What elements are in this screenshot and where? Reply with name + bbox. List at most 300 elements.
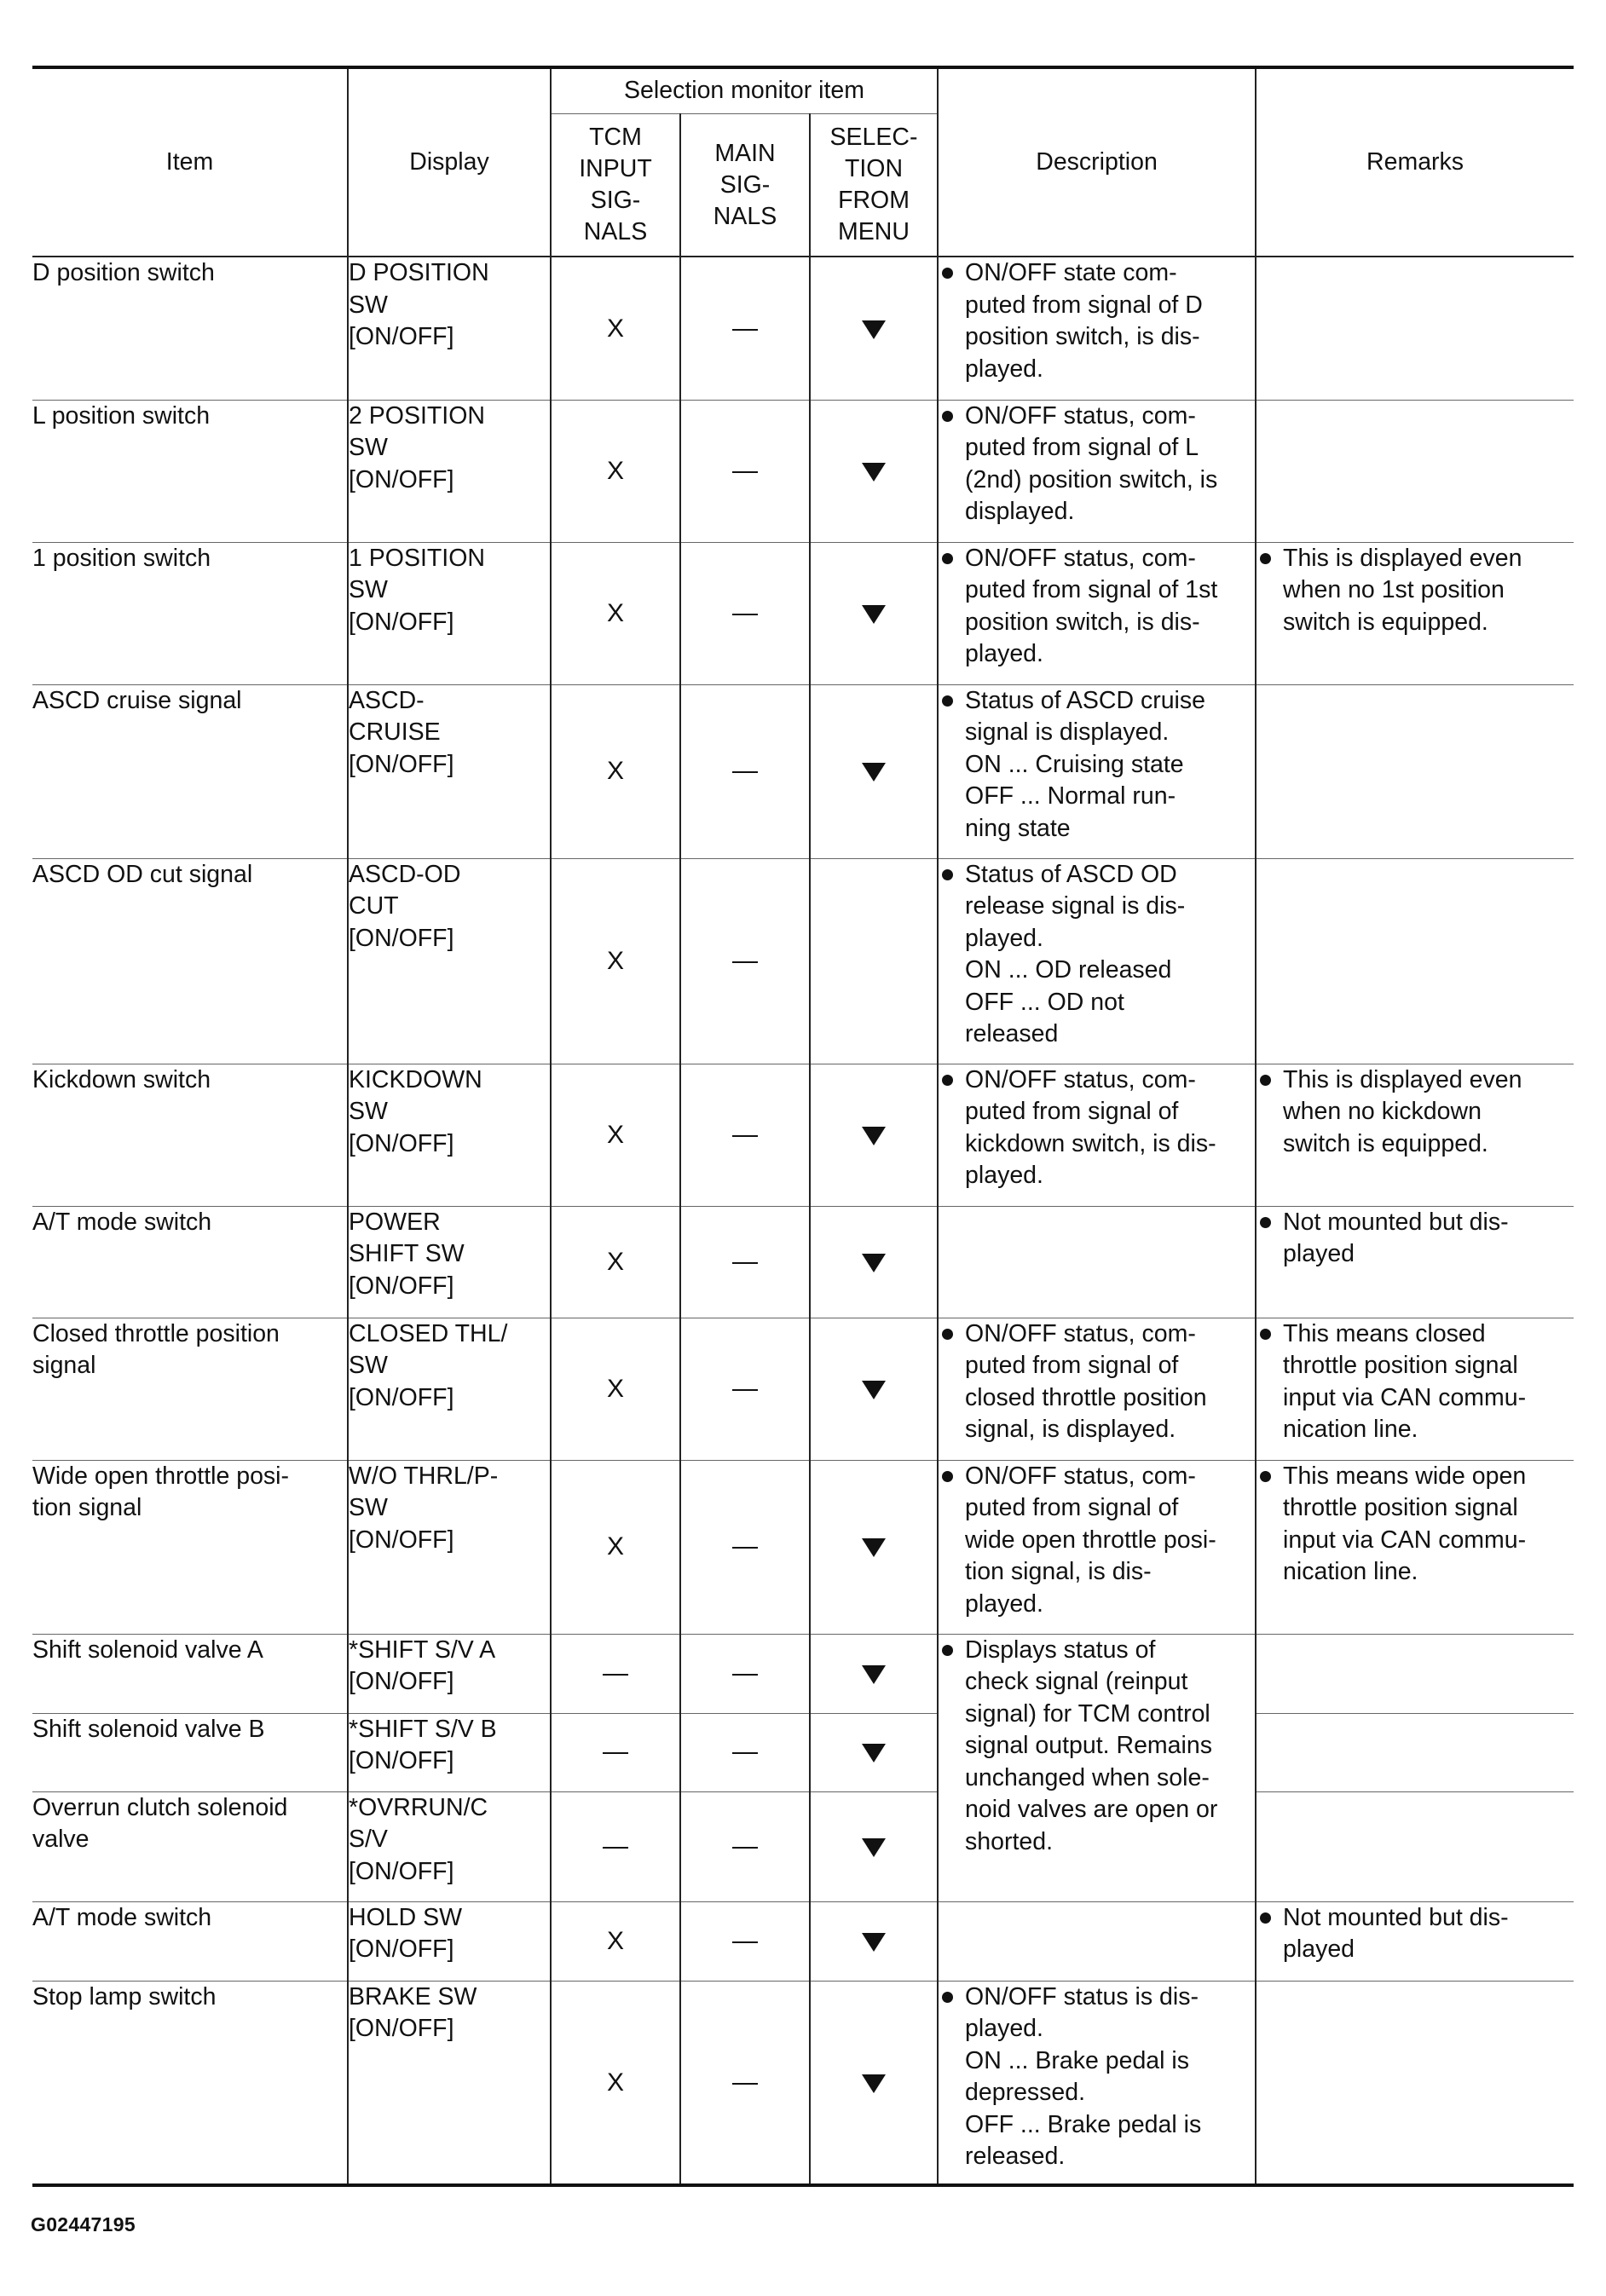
display-line: [ON/OFF] [349,750,454,778]
display-cell [348,1634,551,1713]
display-line: *SHIFT S/V B [349,1715,497,1743]
remarks-bullet [1256,1902,1574,1966]
dash-icon [732,1135,758,1137]
dash-icon [732,471,758,473]
description-cell [938,1318,1256,1460]
item-cell [32,257,348,400]
remarks-bullet-line: throttle position signal [1283,1494,1518,1521]
item-line: Stop lamp switch [32,1982,217,2010]
description-bullet [939,401,1255,528]
table-row [32,1206,1574,1318]
description-bullet-status-line: ON ... Brake pedal is [965,2046,1189,2074]
description-bullet-line: puted from signal of L [965,434,1199,461]
x-mark: X [606,314,624,343]
main-signal-cell [680,1791,810,1901]
main-signal-cell [680,1064,810,1206]
dash-icon [603,1674,628,1676]
description-bullet-line: Status of ASCD OD [965,860,1177,888]
triangle-down-icon [862,1933,886,1952]
display-line: CRUISE [349,718,441,746]
description-cell [938,542,1256,684]
tcm-input-cell [551,1064,680,1206]
x-mark: X [606,456,624,485]
description-bullet [939,859,1255,1051]
dash-icon [732,1674,758,1676]
remarks-bullet-line: input via CAN commu- [1283,1526,1527,1554]
dash-icon [732,1847,758,1849]
header-main-signals-line: NALS [713,202,777,230]
triangle-down-icon [862,1254,886,1272]
selection-menu-cell [810,858,938,1064]
description-cell [938,1981,1256,2185]
remarks-bullet-line: Not mounted but dis- [1283,1208,1509,1236]
display-line: SW [349,434,388,461]
remarks-bullet-line: switch is equipped. [1283,1129,1488,1157]
remarks-bullet-line: nication line. [1283,1416,1418,1443]
header-selection-monitor-item: Selection monitor item [551,67,938,114]
description-bullet [939,257,1255,385]
tcm-input-cell [551,858,680,1064]
selection-menu-cell [810,257,938,400]
display-line: SW [349,291,388,319]
x-mark: X [606,1374,624,1403]
item-line: Kickdown switch [32,1065,211,1093]
display-cell [348,257,551,400]
header-remarks: Remarks [1256,67,1574,257]
table-row [32,684,1574,858]
description-bullet-line: signal) for TCM control [965,1699,1210,1728]
display-cell [348,1981,551,2185]
item-line: Closed throttle position [32,1319,280,1347]
description-bullet-line: puted from signal of [965,1098,1179,1125]
item-cell [32,542,348,684]
remarks-bullet [1256,1064,1574,1161]
description-bullet-line: (2nd) position switch, is [965,465,1218,493]
remarks-bullet [1256,1318,1574,1446]
table-row [32,400,1574,542]
selection-menu-cell [810,1460,938,1634]
triangle-down-icon [862,463,886,482]
display-line: KICKDOWN [349,1065,482,1093]
display-line: [ON/OFF] [349,1129,454,1157]
remarks-cell [1256,1206,1574,1318]
description-bullet [939,1318,1255,1446]
item-cell [32,684,348,858]
display-line: SW [349,1494,388,1521]
item-line: ASCD cruise signal [32,686,242,714]
main-signal-cell [680,684,810,858]
description-bullet-line: Status of ASCD cruise [965,686,1205,714]
description-bullet-status-line: OFF ... Brake pedal is [965,2110,1202,2138]
tcm-input-cell [551,684,680,858]
description-bullet-line: position switch, is dis- [965,323,1200,350]
remarks-bullet-line: This is displayed even [1283,544,1522,572]
remarks-cell [1256,1901,1574,1981]
table-row [32,1318,1574,1460]
header-selection-from-menu-line: SELEC- [829,124,918,151]
x-mark: X [606,598,624,627]
display-cell [348,1206,551,1318]
triangle-down-icon [862,320,886,339]
description-bullet-status-line: ON ... Cruising state [965,750,1184,778]
remarks-bullet-line: played [1283,1935,1355,1963]
display-line: [ON/OFF] [349,1383,454,1411]
table-row [32,257,1574,400]
description-bullet-line: ON/OFF status, com- [965,1319,1196,1347]
x-mark: X [606,1926,624,1955]
item-line: signal [32,1352,96,1379]
x-mark: X [606,1247,624,1276]
description-bullet [939,1635,1255,1859]
item-cell [32,1460,348,1634]
tcm-input-cell [551,1791,680,1901]
table-row [32,1064,1574,1206]
triangle-down-icon [862,1665,886,1684]
remarks-bullet-line: when no 1st position [1283,576,1505,603]
triangle-down-icon [862,1127,886,1145]
figure-id: G02447195 [31,2213,136,2235]
selection-menu-cell [810,1791,938,1901]
main-signal-cell [680,1713,810,1791]
description-bullet-status-line: released. [965,2143,1066,2170]
display-line: SW [349,1352,388,1379]
x-mark: X [606,946,624,975]
description-bullet-line: puted from signal of [965,1494,1179,1521]
description-bullet-line: displayed. [965,498,1075,525]
description-bullet-status-line: OFF ... Normal run- [965,782,1176,810]
display-line: HOLD SW [349,1903,463,1931]
display-cell [348,1791,551,1901]
header-main-signals-line: SIG- [719,170,771,199]
display-line: [ON/OFF] [349,1668,454,1695]
description-bullet-line: release signal is dis- [965,892,1186,920]
description-bullet-status-line: ON ... OD released [965,956,1172,984]
display-line: D POSITION [349,259,489,286]
description-bullet-line: ON/OFF status, com- [965,1462,1196,1490]
item-cell [32,1206,348,1318]
description-bullet-line: Displays status of [965,1635,1156,1664]
dash-icon [732,1262,758,1264]
remarks-cell [1256,1981,1574,2185]
table-row [32,1713,1574,1791]
display-line: W/O THRL/P- [349,1462,499,1490]
item-cell [32,400,348,542]
description-bullet [939,685,1255,845]
selection-menu-cell [810,1318,938,1460]
item-cell [32,1064,348,1206]
display-line: [ON/OFF] [349,323,454,350]
triangle-down-icon [862,605,886,624]
display-line: CLOSED THL/ [349,1319,508,1347]
main-signal-cell [680,1318,810,1460]
display-line: [ON/OFF] [349,1272,454,1300]
triangle-down-icon [862,1838,886,1857]
header-main-signals-line: MAIN [714,139,776,167]
description-bullet-line: puted from signal of D [965,291,1203,319]
table-row [32,1901,1574,1981]
remarks-cell [1256,684,1574,858]
tcm-input-cell [551,1713,680,1791]
selection-menu-cell [810,1634,938,1713]
remarks-bullet-line: played [1283,1240,1355,1267]
item-cell [32,1901,348,1981]
dash-icon [732,1752,758,1754]
description-bullet [939,543,1255,671]
header-tcm-input-signals-line: SIG- [590,187,641,214]
display-line: ASCD-OD [349,860,461,888]
selection-menu-cell [810,1981,938,2185]
dash-icon [732,1547,758,1549]
description-cell [938,257,1256,400]
description-bullet-line: check signal (reinput [965,1668,1188,1695]
description-bullet-line: puted from signal of [965,1352,1179,1379]
main-signal-cell [680,1901,810,1981]
description-bullet-line: played. [965,924,1043,952]
item-cell [32,1318,348,1460]
tcm-input-cell [551,1206,680,1318]
remarks-cell [1256,257,1574,400]
dash-icon [603,1752,628,1754]
display-cell [348,1318,551,1460]
x-mark: X [606,1120,624,1149]
main-signal-cell [680,542,810,684]
item-line: A/T mode switch [32,1903,212,1931]
description-bullet-line: ON/OFF state com- [965,259,1177,286]
dash-icon [732,1941,758,1943]
tcm-input-cell [551,400,680,542]
display-line: [ON/OFF] [349,1526,454,1554]
description-bullet-line: wide open throttle posi- [965,1526,1216,1554]
display-cell [348,858,551,1064]
x-mark: X [606,2068,624,2097]
table-row [32,542,1574,684]
item-line: 1 position switch [32,544,211,572]
item-line: Shift solenoid valve B [32,1715,265,1743]
display-line: SHIFT SW [349,1240,465,1267]
triangle-down-icon [862,1381,886,1399]
display-line: [ON/OFF] [349,924,454,952]
dash-icon [732,961,758,963]
main-signal-cell [680,1460,810,1634]
remarks-bullet-line: switch is equipped. [1283,608,1488,636]
description-bullet-line: signal output. Remains [965,1732,1212,1759]
description-bullet-line: unchanged when sole- [965,1763,1210,1791]
remarks-cell [1256,400,1574,542]
description-cell [938,1901,1256,1981]
header-tcm-input-signals [551,114,680,257]
display-cell [348,684,551,858]
header-selection-from-menu-line: TION [844,155,904,182]
remarks-cell [1256,1791,1574,1901]
x-mark: X [606,757,624,786]
display-line: [ON/OFF] [349,608,454,636]
item-cell [32,1713,348,1791]
main-signal-cell [680,400,810,542]
description-cell [938,858,1256,1064]
dash-icon [603,1847,628,1849]
description-bullet [939,1982,1255,2173]
table-body [32,257,1574,2185]
description-bullet-line: shorted. [965,1827,1054,1855]
triangle-down-icon [862,1744,886,1762]
tcm-input-cell [551,1981,680,2185]
item-cell [32,858,348,1064]
table-row [32,1981,1574,2185]
triangle-down-icon [862,2074,886,2093]
display-line: ASCD- [349,686,425,714]
dash-icon [732,329,758,331]
remarks-cell [1256,1634,1574,1713]
remarks-cell [1256,1460,1574,1634]
selection-menu-cell [810,542,938,684]
remarks-cell [1256,1318,1574,1460]
remarks-bullet [1256,1207,1574,1271]
description-bullet-line: played. [965,640,1043,667]
description-bullet-line: kickdown switch, is dis- [965,1129,1216,1157]
tcm-input-cell [551,1318,680,1460]
remarks-cell [1256,1064,1574,1206]
header-display: Display [348,67,551,257]
display-cell [348,1901,551,1981]
description-bullet-status-line: depressed. [965,2079,1086,2106]
dash-icon [732,1389,758,1391]
display-line: [ON/OFF] [349,465,454,493]
remarks-bullet-line: when no kickdown [1283,1098,1482,1125]
description-cell [938,1460,1256,1634]
header-item: Item [32,67,348,257]
header-selection-from-menu-line: MENU [838,218,910,245]
tcm-input-cell [551,542,680,684]
description-bullet-status-line: released [965,1020,1059,1047]
table-row [32,1460,1574,1634]
remarks-bullet [1256,543,1574,639]
x-mark: X [606,1532,624,1561]
tcm-input-cell [551,257,680,400]
header-tcm-input-signals-line: INPUT [579,155,652,182]
description-bullet-line: closed throttle position [965,1383,1207,1411]
description-bullet-line: played. [965,1162,1043,1189]
display-line: [ON/OFF] [349,1935,454,1963]
remarks-bullet-line: throttle position signal [1283,1352,1518,1379]
display-line: 1 POSITION [349,544,485,572]
table-row [32,858,1574,1064]
display-line: POWER [349,1208,441,1236]
description-bullet-line: tion signal, is dis- [965,1558,1152,1585]
description-bullet-line: signal is displayed. [965,718,1170,746]
selection-menu-cell [810,684,938,858]
description-cell [938,1064,1256,1206]
triangle-down-icon [862,763,886,782]
remarks-cell [1256,858,1574,1064]
description-bullet [939,1064,1255,1192]
item-cell [32,1981,348,2185]
description-bullet-line: played. [965,1589,1043,1618]
display-line: CUT [349,892,399,920]
dash-icon [732,2083,758,2085]
remarks-bullet-line: This means wide open [1283,1462,1527,1490]
item-line: A/T mode switch [32,1208,212,1236]
display-line: S/V [349,1826,388,1853]
description-cell [938,1206,1256,1318]
display-line: SW [349,1098,388,1125]
main-signal-cell [680,1206,810,1318]
dash-icon [732,614,758,615]
description-bullet-line: ON/OFF status, com- [965,401,1196,430]
item-line: ASCD OD cut signal [32,860,253,888]
tcm-input-cell [551,1634,680,1713]
description-bullet [939,1461,1255,1621]
remarks-bullet-line: nication line. [1283,1558,1418,1585]
item-line: tion signal [32,1494,142,1521]
header-selection-from-menu-line: FROM [838,187,910,214]
description-bullet-line: ON/OFF status, com- [965,544,1196,572]
description-bullet-line: ON/OFF status is dis- [965,1982,1199,2010]
table-row [32,1791,1574,1901]
triangle-down-icon [862,1538,886,1557]
main-signal-cell [680,1634,810,1713]
selection-menu-cell [810,1064,938,1206]
description-bullet-status-line: OFF ... OD not [965,988,1124,1016]
remarks-cell [1256,542,1574,684]
header-selection-from-menu [810,114,938,257]
display-line: SW [349,576,388,603]
item-line: L position switch [32,401,211,430]
description-bullet-line: played. [965,355,1043,383]
tcm-input-cell [551,1901,680,1981]
remarks-cell [1256,1713,1574,1791]
display-cell [348,1460,551,1634]
remarks-bullet-line: This is displayed even [1283,1065,1522,1093]
remarks-bullet [1256,1461,1574,1589]
main-signal-cell [680,858,810,1064]
header-tcm-input-signals-line: TCM [589,124,642,151]
display-line: [ON/OFF] [349,1747,454,1774]
remarks-bullet-line: input via CAN commu- [1283,1383,1527,1411]
display-line: [ON/OFF] [349,2015,454,2042]
table-row [32,1634,1574,1713]
description-cell [938,684,1256,858]
item-cell [32,1634,348,1713]
display-line: *OVRRUN/C [349,1793,488,1821]
data-monitor-table [32,66,1574,2187]
selection-menu-cell [810,1901,938,1981]
header-description: Description [938,67,1256,257]
remarks-bullet-line: This means closed [1283,1319,1486,1347]
main-signal-cell [680,257,810,400]
description-bullet-line: puted from signal of 1st [965,576,1218,603]
display-cell [348,400,551,542]
description-bullet-line: signal, is displayed. [965,1416,1176,1443]
display-line: [ON/OFF] [349,1857,454,1885]
selection-menu-cell [810,1206,938,1318]
display-cell [348,1713,551,1791]
display-line: *SHIFT S/V A [349,1635,496,1664]
description-bullet-line: played. [965,2015,1043,2042]
description-cell-solenoids [938,1634,1256,1901]
display-cell [348,1064,551,1206]
display-cell [348,542,551,684]
description-bullet-line: position switch, is dis- [965,608,1200,636]
tcm-input-cell [551,1460,680,1634]
main-signal-cell [680,1981,810,2185]
description-bullet-line: noid valves are open or [965,1796,1218,1823]
display-line: BRAKE SW [349,1982,477,2010]
item-line: Shift solenoid valve A [32,1635,263,1664]
item-line: D position switch [32,259,215,286]
selection-menu-cell [810,1713,938,1791]
display-line: 2 POSITION [349,401,485,430]
header-tcm-input-signals-line: NALS [583,218,648,245]
